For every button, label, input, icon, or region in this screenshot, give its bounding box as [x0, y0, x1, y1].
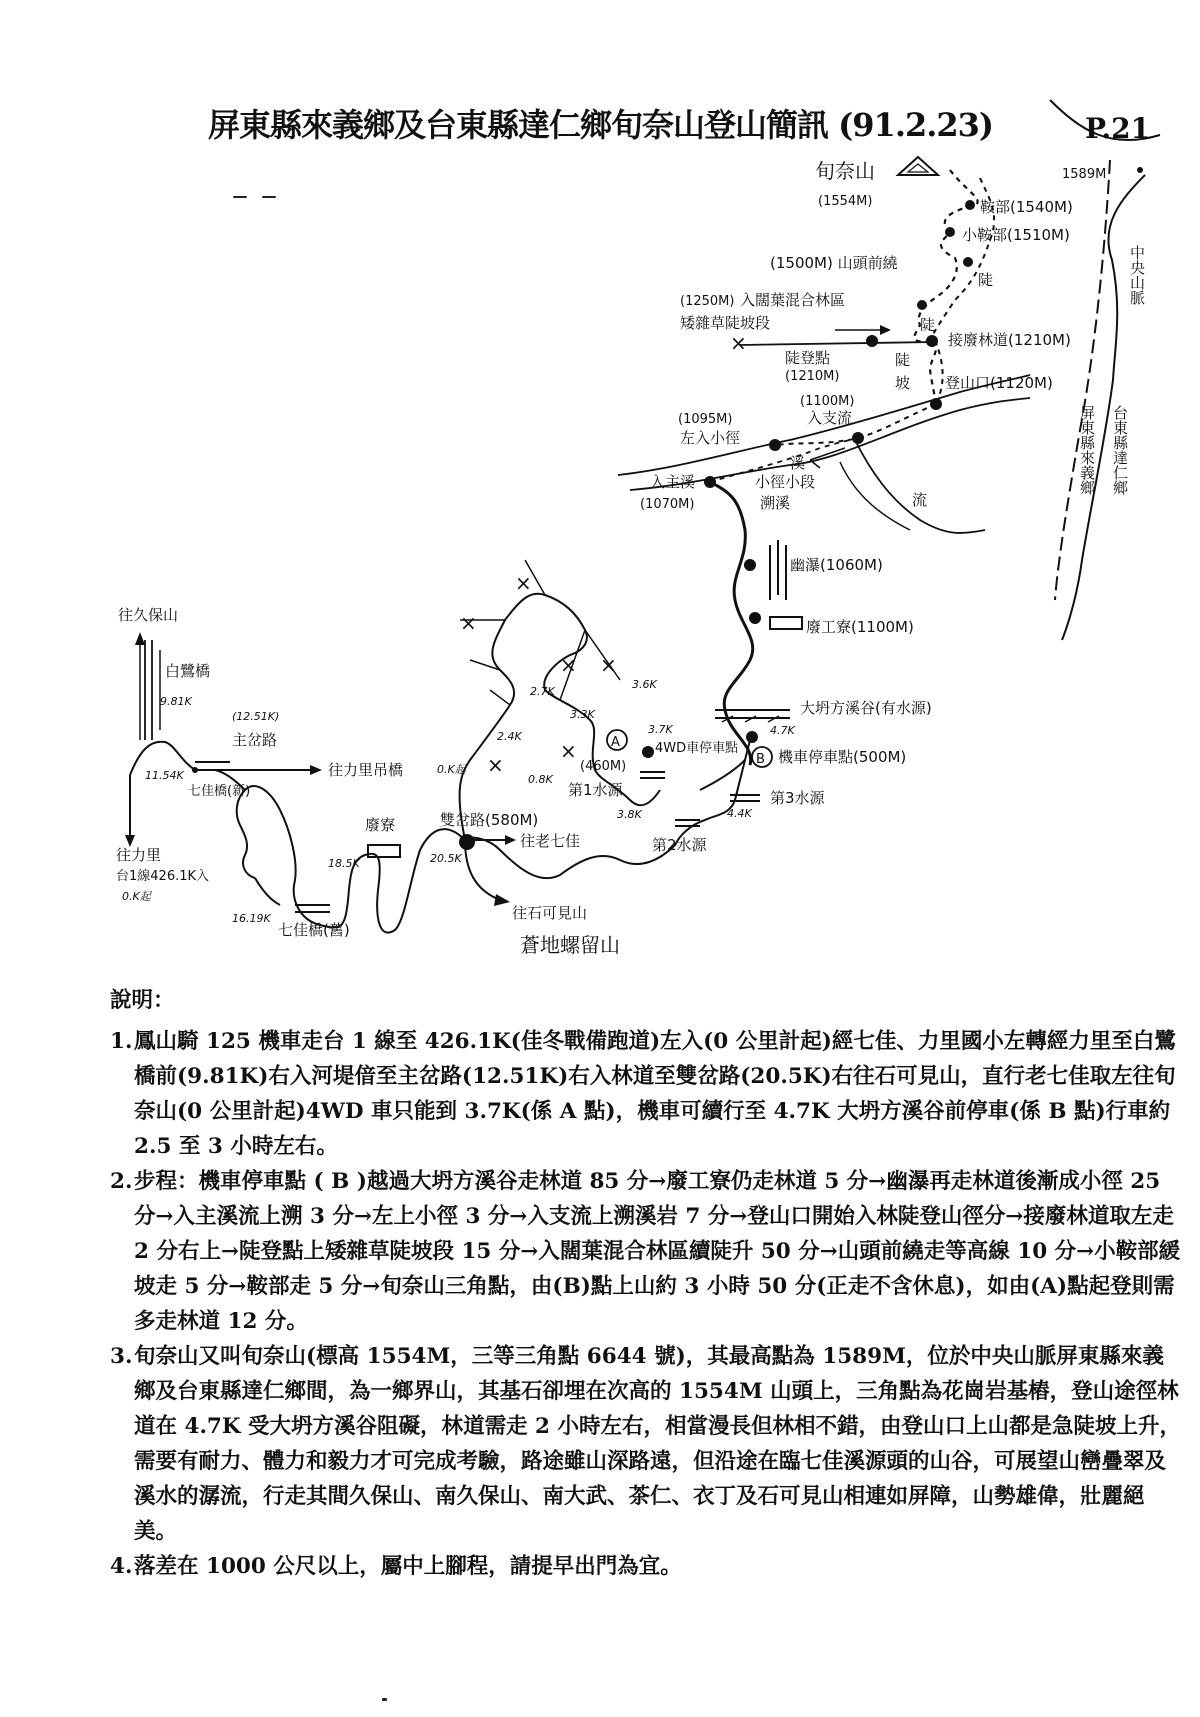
- stream-a-label: 溪: [790, 454, 806, 472]
- bridge-new-dot: [192, 767, 198, 773]
- waterfall-label: 幽瀑(1060M): [790, 556, 883, 574]
- km-185-label: 18.5K: [328, 857, 360, 870]
- x-mark-6: ×: [487, 753, 504, 777]
- road-x-mark: ×: [730, 331, 747, 355]
- main-stream-label: 入主溪: [650, 473, 696, 491]
- km-08-label: 0.8K: [528, 773, 553, 786]
- km-27-label: 2.7K: [530, 685, 555, 698]
- to-lili-label: 往力里: [116, 846, 162, 864]
- small-saddle-label: 小鞍部(1510M): [962, 226, 1070, 244]
- main-fork-label: 主岔路: [232, 731, 278, 749]
- left-trail-label: 左入小徑: [680, 429, 741, 447]
- km-47-label: 4.7K: [770, 724, 795, 737]
- scan-speck: [382, 1698, 387, 1701]
- bailu-label: 白鷺橋: [165, 662, 211, 680]
- work-shed-dot: [749, 612, 761, 624]
- peak-name-label: 旬奈山: [815, 159, 875, 183]
- trail-section-label: 小徑小段: [755, 473, 816, 491]
- front-peak-dot: [963, 257, 973, 267]
- arrow-jiubao: [135, 632, 145, 645]
- trail-to-trailhead: [935, 340, 943, 404]
- km-44-label: 4.4K: [727, 807, 752, 820]
- waterfall-dot: [744, 559, 756, 571]
- steep-point-elev-label: (1210M): [785, 369, 840, 384]
- water-2-label: 第2水源: [652, 836, 707, 854]
- x-mark-5: ×: [515, 571, 532, 595]
- winding-road-2: [255, 878, 280, 905]
- trail-main-stream: [710, 482, 753, 765]
- moto-park-label: 機車停車點(500M): [778, 748, 907, 766]
- km-38-label: 3.8K: [617, 808, 642, 821]
- mixed-forest-label: 入闊葉混合林區: [740, 291, 846, 309]
- x-mark-4: ×: [460, 611, 477, 635]
- to-laoqijia-label: 往老七佳: [520, 832, 581, 850]
- scan-speck: [233, 196, 247, 198]
- km-0-label: 0.K起: [437, 763, 466, 776]
- front-peak-label: (1500M) 山頭前繞: [770, 254, 898, 272]
- km-37-label: 3.7K: [648, 723, 673, 736]
- notes-heading: 說明：: [110, 988, 175, 1013]
- page-title: 屏東縣來義鄉及台東縣達仁鄉旬奈山登山簡訊 (91.2.23): [208, 106, 994, 144]
- left-trail-dot: [769, 439, 781, 451]
- steep-1-label: 陡: [978, 271, 994, 289]
- notes-section: [110, 983, 1185, 1584]
- wd-park-label: 4WD車停車點: [655, 741, 739, 756]
- branch-road-1: [460, 594, 585, 840]
- waterfall-glyph: [770, 540, 786, 600]
- scan-speck: [262, 196, 276, 198]
- km-1619-label: 16.19K: [232, 912, 271, 925]
- road-north-1: [145, 640, 152, 740]
- bridge-new-label: 七佳橋(新): [188, 784, 251, 799]
- mixed-forest-elev-label: (1250M): [680, 294, 735, 309]
- collapse-label: 大坍方溪谷(有水源): [800, 699, 932, 717]
- peak-triangle-inner: [908, 164, 928, 172]
- to-jiubao-label: 往久保山: [118, 606, 179, 624]
- to-lilicheng-label: 往力里吊橋: [328, 761, 404, 779]
- km-1154-label: 11.54K: [145, 769, 184, 782]
- steep-2-label: 陡: [920, 316, 936, 334]
- note-text: 鳳山騎 125 機車走台 1 線至 426.1K(佳冬戰備跑道)左入(0 公里計起)經七佳、力里國小左轉經力里至白鷺橋前(9.81K)右入河堤偣至主岔路(12.51K)右入林道至雙岔路(20.5K)右往石可見山，直行老七佳取左往旬奈山(0 公里計起)4WD 車只能到 3.7K(係 A 點)，機車可續行至 4.7K 大坍方溪谷前停車(係 B 點)行車約 2.5 至 3 小時左右。: [134, 1029, 1176, 1159]
- water-1-glyph: [640, 772, 665, 778]
- arrow-laoqijia: [505, 835, 516, 845]
- note-text: 步程：機車停車點 ( B )越過大坍方溪谷走林道 85 分→廢工寮仍走林道 5 分→幽瀑再走林道後漸成小徑 25 分→入主溪流上溯 3 分→左上小徑 3 分→入支流上溯溪岩 7 分→登山口開始入林陡登山徑分→接廢林道取左走 2 分右上→陡登點上矮雜草陡坡段 15 分→入闊葉混合林區續陡升 50 分→山頭前繞走等高線 10 分→小鞍部緩坡走 5 分→鞍部走 5 分→旬奈山三角點，由(B)點上山約 3 小時 50 分(正走不含休息)，如由(A)點起登則需多走林道 12 分。: [134, 1169, 1181, 1334]
- peak-elev-label: (1554M): [818, 194, 873, 209]
- note-number: 4.: [110, 1554, 133, 1579]
- main-stream-dot: [704, 476, 716, 488]
- arrow-shikejian: [494, 894, 510, 906]
- point-a-label: A: [611, 735, 620, 750]
- high-point-label: 1589M: [1062, 167, 1107, 182]
- hwy-label: 台1線426.1K入: [116, 869, 210, 884]
- branch-spur-1: [460, 560, 620, 705]
- x-mark-3: ×: [560, 739, 577, 763]
- km-1251-label: (12.51K): [232, 710, 280, 723]
- x-mark-2: ×: [600, 653, 617, 677]
- pingtung-label: 屏東縣來義鄉: [1078, 405, 1096, 495]
- point-b-dot: [746, 731, 758, 743]
- shed-old-label: 廢寮: [365, 816, 396, 834]
- note-text: 落差在 1000 公尺以上，屬中上腳程，請提早出門為宜。: [134, 1554, 682, 1579]
- steep-4-label: 陡: [895, 351, 911, 369]
- note-item: [110, 1339, 1185, 1549]
- small-saddle-dot: [945, 227, 955, 237]
- point-a-dot: [642, 746, 654, 758]
- km-20-label: 20.5K: [430, 852, 462, 865]
- central-range-label: 中央山脈: [1128, 245, 1146, 305]
- km-33-label: 3.3K: [570, 708, 595, 721]
- x-mark-1: ×: [560, 653, 577, 677]
- steep-point-label: 陡登點: [785, 349, 831, 367]
- stream-branch-2: [840, 462, 910, 530]
- note-item: [110, 1164, 1185, 1339]
- tributary-elev-label: (1100M): [800, 394, 855, 409]
- work-shed-label: 廢工寮(1100M): [806, 618, 914, 636]
- abandoned-road-dot: [926, 335, 938, 347]
- tributary-label: 入支流: [807, 409, 853, 427]
- road-arrow-head: [880, 325, 891, 335]
- work-shed-glyph: [770, 617, 802, 629]
- main-stream-elev-label: (1070M): [640, 497, 695, 512]
- mixed-forest-dot: [917, 300, 927, 310]
- saddle-dot: [965, 200, 975, 210]
- to-mt-label: 往石可見山: [512, 904, 588, 922]
- stream-branch: [855, 440, 985, 533]
- point-b-label: B: [756, 752, 765, 767]
- stream-b-label: 流: [912, 491, 928, 509]
- taitung-label: 台東縣達仁鄉: [1111, 405, 1129, 495]
- steep-5-label: 坡: [895, 374, 911, 392]
- km-981-label: 9.81K: [160, 695, 192, 708]
- km-24-label: 2.4K: [497, 730, 522, 743]
- note-number: 2.: [110, 1169, 133, 1194]
- trailhead-label: 登山口(1120M): [945, 374, 1053, 392]
- water-3-label: 第3水源: [770, 789, 825, 807]
- cangdi-label: 蒼地螺留山: [520, 933, 620, 957]
- shed-old-glyph: [368, 845, 400, 857]
- abandoned-road-line: [740, 342, 935, 345]
- note-number: 3.: [110, 1344, 133, 1369]
- note-number: 1.: [110, 1029, 133, 1054]
- saddle-label: 鞍部(1540M): [980, 198, 1073, 216]
- tributary-dot: [852, 432, 864, 444]
- fork-dot: [459, 834, 475, 850]
- water-1-elev-label: (460M): [580, 759, 627, 774]
- arrow-lili-bridge: [310, 765, 322, 775]
- km-36-label: 3.6K: [632, 678, 657, 691]
- water-1-label: 第1水源: [568, 781, 623, 799]
- note-text: 旬奈山又叫旬奈山(標高 1554M，三等三角點 6644 號)，其最高點為 1589M，位於中央山脈屏東縣來義鄉及台東縣達仁鄉間，為一鄉界山，其基石卻埋在次高的 1554M 山頭上，三角點為花崗岩基樁，登山途徑林道在 4.7K 受大坍方溪谷阻礙，林道需走 2 小時左右，相當漫長但林相不錯，由登山口上山都是急陡坡上升，需要有耐力、體力和毅力才可完成考驗，路途雖山深路遠，但沿途在臨七佳溪源頭的山谷，可展望山巒疊翠及溪水的潺流，行走其間久保山、南久保山、南大武、茶仁、衣丁及石可見山相連如屏障，山勢雄偉，壯麗絕美。: [134, 1344, 1181, 1544]
- note-item: [110, 1549, 1185, 1584]
- note-item: [110, 1024, 1185, 1164]
- hwy-zero-label: 0.K起: [122, 890, 151, 903]
- left-trail-elev-label: (1095M): [678, 412, 733, 427]
- grass-slope-label: 矮雜草陡坡段: [680, 314, 771, 332]
- bridge-old-label: 七佳橋(舊): [278, 921, 350, 939]
- steep-point-dot: [866, 335, 878, 347]
- abandoned-road-label: 接廢林道(1210M): [948, 331, 1071, 349]
- fork-label: 雙岔路(580M): [440, 811, 539, 829]
- high-point-marker: [1137, 167, 1143, 173]
- wading-label: 溯溪: [760, 494, 791, 512]
- page-number: P.21: [1085, 112, 1151, 145]
- trailhead-dot: [930, 398, 942, 410]
